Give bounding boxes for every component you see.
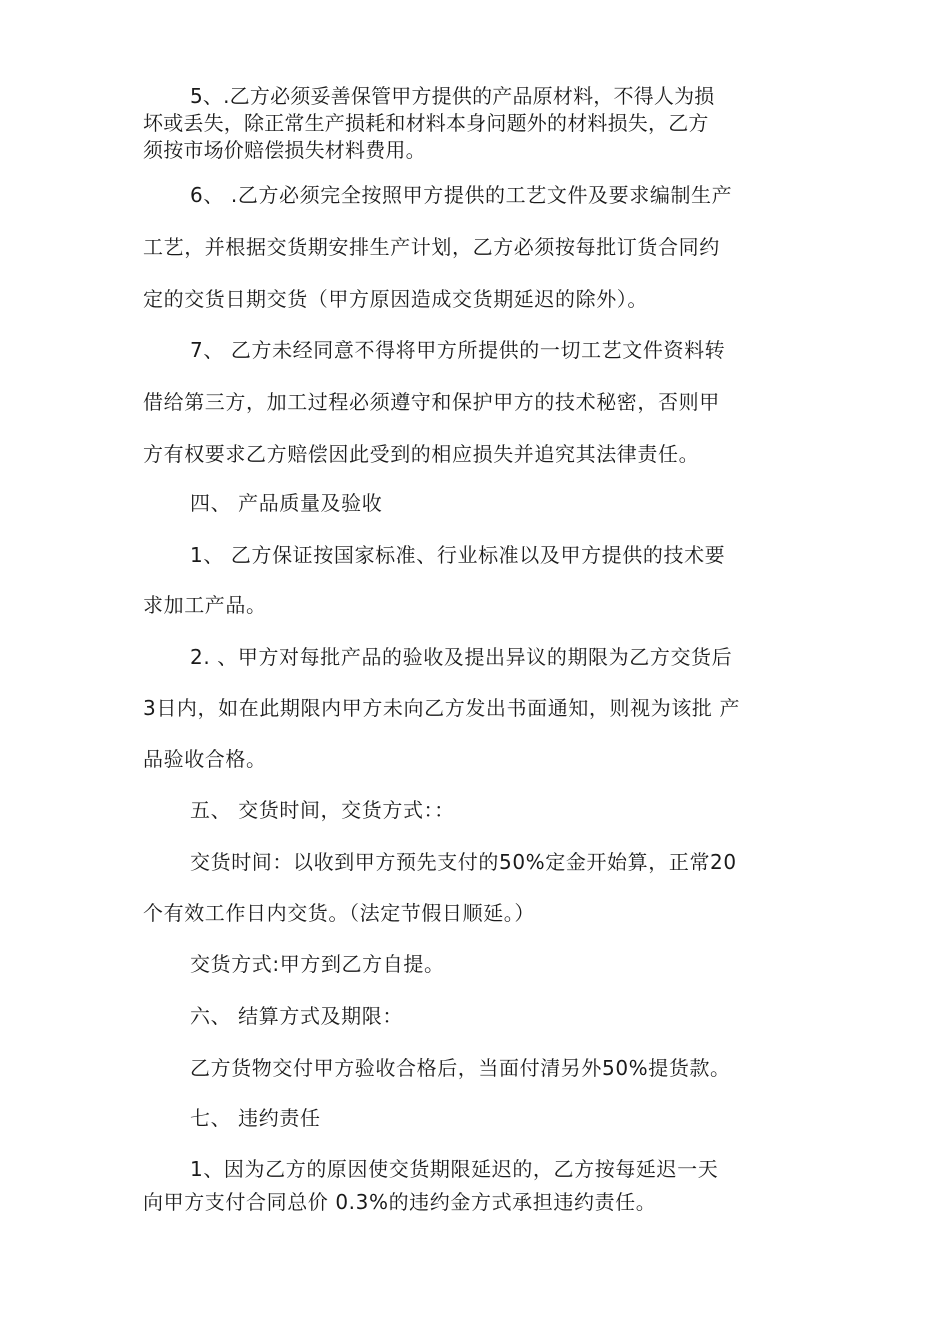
section-heading: 五、 交货时间，交货方式：： [190,798,455,822]
section-heading: 七、 违约责任 [190,1106,321,1130]
text-line: 5、.乙方必须妥善保管甲方提供的产品原材料，不得人为损 [190,84,715,108]
text-line: 求加工产品。 [143,593,267,617]
text-line: 向甲方支付合同总价 0.3%的违约金方式承担违约责任。 [143,1190,657,1214]
text-line: 7、 乙方未经同意不得将甲方所提供的一切工艺文件资料转 [190,338,726,362]
section-heading: 四、 产品质量及验收 [190,491,383,515]
text-line: 2. 、甲方对每批产品的验收及提出异议的期限为乙方交货后 [190,645,733,669]
text-line: 须按市场价赔偿损失材料费用。 [143,138,426,162]
text-line: 品验收合格。 [143,747,267,771]
text-line: 交货时间：以收到甲方预先支付的50%定金开始算，正常20 [190,850,737,874]
text-line: 个有效工作日内交货。（法定节假日顺延。） [143,901,535,925]
text-line: 借给第三方，加工过程必须遵守和保护甲方的技术秘密，否则甲 [143,390,720,414]
text-line: 3日内，如在此期限内甲方未向乙方发出书面通知，则视为该批 产 [143,696,741,720]
text-line: 6、 .乙方必须完全按照甲方提供的工艺文件及要求编制生产 [190,183,733,207]
text-line: 1、因为乙方的原因使交货期限延迟的，乙方按每延迟一天 [190,1157,719,1181]
text-line: 乙方货物交付甲方验收合格后，当面付清另外50%提货款。 [190,1056,731,1080]
section-heading: 六、 结算方式及期限： [190,1004,403,1028]
text-line: 坏或丢失，除正常生产损耗和材料本身问题外的材料损失，乙方 [143,111,709,135]
text-line: 定的交货日期交货（甲方原因造成交货期延迟的除外）。 [143,287,648,311]
text-line: 交货方式:甲方到乙方自提。 [190,952,445,976]
text-line: 工艺，并根据交货期安排生产计划，乙方必须按每批订货合同约 [143,235,720,259]
text-line: 1、 乙方保证按国家标准、行业标准以及甲方提供的技术要 [190,543,726,567]
text-line: 方有权要求乙方赔偿因此受到的相应损失并追究其法律责任。 [143,442,700,466]
